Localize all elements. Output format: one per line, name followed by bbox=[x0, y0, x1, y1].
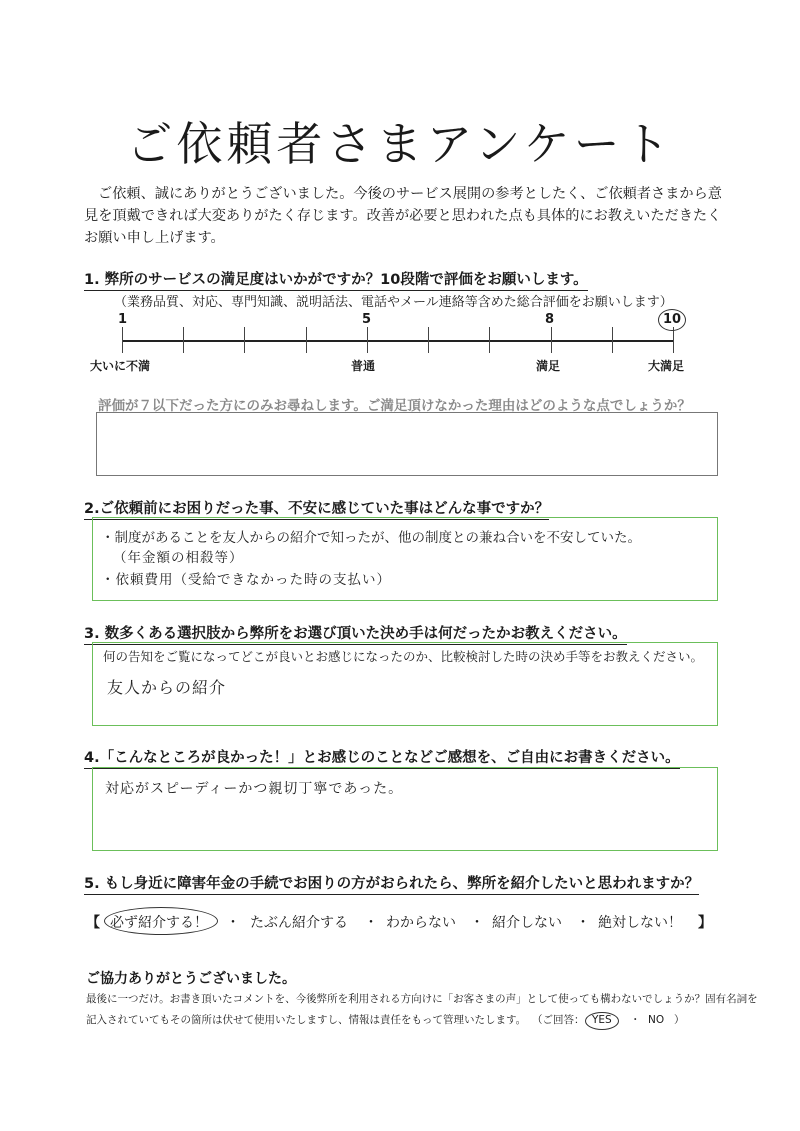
q5-options bbox=[86, 910, 726, 934]
separator: ・ bbox=[364, 915, 378, 931]
bracket-close: 】 bbox=[698, 915, 712, 931]
consent-yes[interactable]: YES bbox=[592, 1014, 612, 1026]
selected-consent-circle bbox=[585, 1012, 619, 1030]
bracket-open: 【 bbox=[86, 915, 100, 931]
selected-rating-circle bbox=[658, 309, 686, 331]
separator: ・ bbox=[576, 915, 590, 931]
selected-option-circle bbox=[104, 907, 218, 935]
scale-line bbox=[122, 340, 674, 342]
scale-label-satisfied: 満足 bbox=[536, 359, 561, 373]
q3-heading: 3. 数多くある選択肢から弊所をお選び頂いた決め手は何だったかお教えください。 bbox=[84, 622, 627, 645]
option-dont-know[interactable]: わからない bbox=[386, 915, 456, 931]
page-title: ご依頼者さまアンケート bbox=[126, 117, 674, 171]
scale-tick bbox=[244, 327, 245, 353]
q1-subtext: （業務品質、対応、専門知識、説明話法、電話やメール連絡等含めた総合評価をお願いします） bbox=[114, 295, 673, 310]
q2-heading: 2.ご依頼前にお困りだった事、不安に感じていた事はどんな事ですか？ bbox=[84, 497, 549, 520]
q1-followup-question: 評価が７以下だった方にのみお尋ねします。ご満足頂けなかった理由はどのような点でしょうか？ bbox=[98, 398, 691, 414]
scale-label-very-satisfied: 大満足 bbox=[648, 359, 685, 373]
thanks-message: ご協力ありがとうございました。 bbox=[86, 971, 296, 987]
q4-answer-field[interactable] bbox=[92, 767, 718, 851]
scale-number-10: 10 bbox=[663, 312, 682, 327]
consent-prefix: （ご回答： bbox=[532, 1014, 585, 1026]
scale-tick bbox=[489, 327, 490, 353]
consent-suffix: ） bbox=[674, 1014, 685, 1026]
scale-tick bbox=[612, 327, 613, 353]
q2-answer-line: （年金額の相殺等） bbox=[113, 550, 244, 566]
scale-number-1: 1 bbox=[118, 312, 128, 327]
option-probably-refer[interactable]: たぶん紹介する bbox=[250, 915, 348, 931]
separator: ・ bbox=[470, 915, 484, 931]
q2-answer-field[interactable] bbox=[92, 517, 718, 601]
q5-heading: 5. もし身近に障害年金の手続でお困りの方がおられたら、弊所を紹介したいと思われますか？ bbox=[84, 872, 699, 895]
q3-answer-field[interactable] bbox=[92, 642, 718, 726]
consent-no[interactable]: NO bbox=[648, 1014, 665, 1026]
scale-number-5: 5 bbox=[362, 312, 372, 327]
closing-note: 記入されていてもその箇所は伏せて使用いたしますし、情報は責任をもって管理いたします。 bbox=[86, 1014, 527, 1026]
option-definitely-refer[interactable]: 必ず紹介する！ bbox=[110, 915, 208, 931]
separator: ・ bbox=[630, 1014, 641, 1026]
intro-text: ご依頼、誠にありがとうございました。今後のサービス展開の参考としたく、ご依頼者さまから意見を頂戴できれば大変ありがたく存じます。改善が必要と思われた点も具体的にお教えいただきたくお願い申し上げます。 bbox=[84, 186, 722, 246]
q2-answer-line: ・制度があることを友人からの紹介で知ったが、他の制度との兼ね合いを不安していた。 bbox=[101, 530, 641, 546]
scale-label-very-dissatisfied: 大いに不満 bbox=[90, 359, 151, 373]
option-never-refer[interactable]: 絶対しない！ bbox=[598, 915, 682, 931]
q1-heading: 1. 弊所のサービスの満足度はいかがですか？10段階で評価をお願いします。 bbox=[84, 268, 588, 291]
q1-reason-field[interactable] bbox=[96, 412, 718, 476]
scale-number-8: 8 bbox=[545, 312, 555, 327]
scale-tick bbox=[428, 327, 429, 353]
q4-heading: 4.「こんなところが良かった！」とお感じのことなどご感想を、ご自由にお書きください。 bbox=[84, 746, 680, 769]
q4-answer: 対応がスピーディーかつ親切丁寧であった。 bbox=[105, 781, 404, 797]
scale-tick bbox=[367, 327, 368, 353]
publish-consent bbox=[532, 1011, 712, 1030]
option-not-refer[interactable]: 紹介しない bbox=[492, 915, 562, 931]
q3-subtext: 何の告知をご覧になってどこが良いとお感じになったのか、比較検討した時の決め手等をお教えください。 bbox=[103, 649, 704, 664]
scale-tick bbox=[306, 327, 307, 353]
separator: ・ bbox=[226, 915, 240, 931]
scale-label-neutral: 普通 bbox=[351, 359, 376, 373]
scale-tick bbox=[122, 327, 123, 353]
closing-note: 最後に一つだけ。お書き頂いたコメントを、今後弊所を利用される方向けに「お客さまの声」として使っても構わないでしょうか？固有名詞を bbox=[86, 993, 758, 1005]
q2-answer-line: ・依頼費用（受給できなかった時の支払い） bbox=[101, 572, 391, 588]
q3-answer: 友人からの紹介 bbox=[107, 678, 227, 697]
scale-tick bbox=[551, 327, 552, 353]
scale-tick bbox=[183, 327, 184, 353]
